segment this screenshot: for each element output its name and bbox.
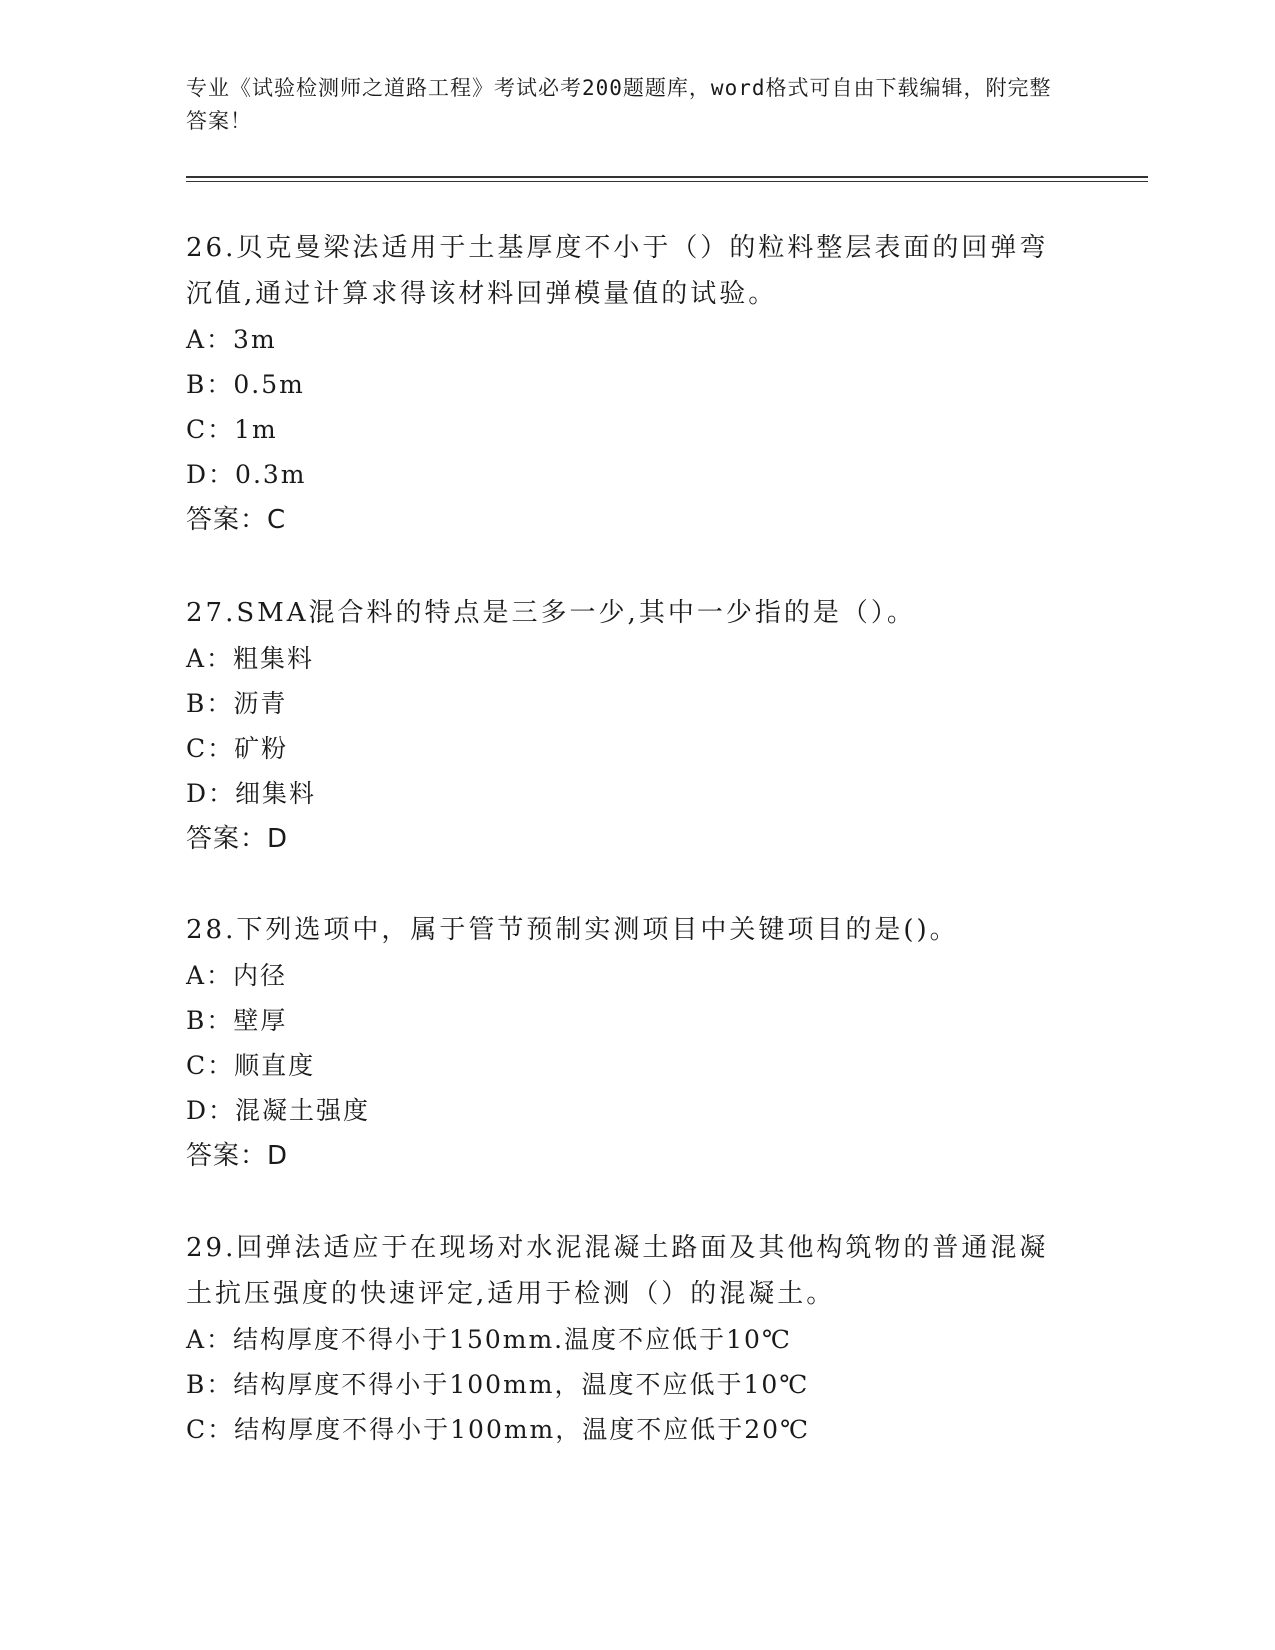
option-a: A：结构厚度不得小于150mm.温度不应低于10℃ [186, 1325, 792, 1354]
question-27 [186, 590, 1066, 862]
question-28 [186, 907, 1066, 1179]
header-divider [186, 176, 1148, 182]
answer: 答案：D [186, 1141, 289, 1171]
option-d: D：0.3m [186, 460, 307, 489]
option-c: C：1m [186, 415, 278, 444]
option-b: B：0.5m [186, 370, 305, 399]
option-b: B：壁厚 [186, 1006, 288, 1035]
question-stem: 29.回弹法适应于在现场对水泥混凝土路面及其他构筑物的普通混凝土抗压强度的快速评定,适用于检测（）的混凝土。 [186, 1233, 1049, 1309]
option-d: D：混凝土强度 [186, 1096, 371, 1125]
option-b: B：结构厚度不得小于100mm，温度不应低于10℃ [186, 1370, 810, 1399]
question-stem: 28.下列选项中，属于管节预制实测项目中关键项目的是()。 [186, 915, 959, 945]
question-29 [186, 1225, 1066, 1452]
option-a: A：内径 [186, 961, 288, 990]
option-a: A：粗集料 [186, 644, 315, 673]
answer: 答案：C [186, 505, 287, 535]
document-header: 专业《试验检测师之道路工程》考试必考200题题库，word格式可自由下载编辑，附完整答案！ [186, 76, 1052, 133]
answer: 答案：D [186, 824, 289, 854]
option-a: A：3m [186, 325, 277, 354]
question-stem: 26.贝克曼梁法适用于土基厚度不小于（）的粒料整层表面的回弹弯沉值,通过计算求得该材料回弹模量值的试验。 [186, 233, 1049, 309]
question-stem: 27.SMA混合料的特点是三多一少,其中一少指的是（）。 [186, 598, 916, 628]
option-c: C：结构厚度不得小于100mm，温度不应低于20℃ [186, 1415, 811, 1444]
option-b: B：沥青 [186, 689, 288, 718]
option-d: D：细集料 [186, 779, 317, 808]
option-c: C：顺直度 [186, 1051, 316, 1080]
option-c: C：矿粉 [186, 734, 289, 763]
question-26 [186, 225, 1066, 543]
